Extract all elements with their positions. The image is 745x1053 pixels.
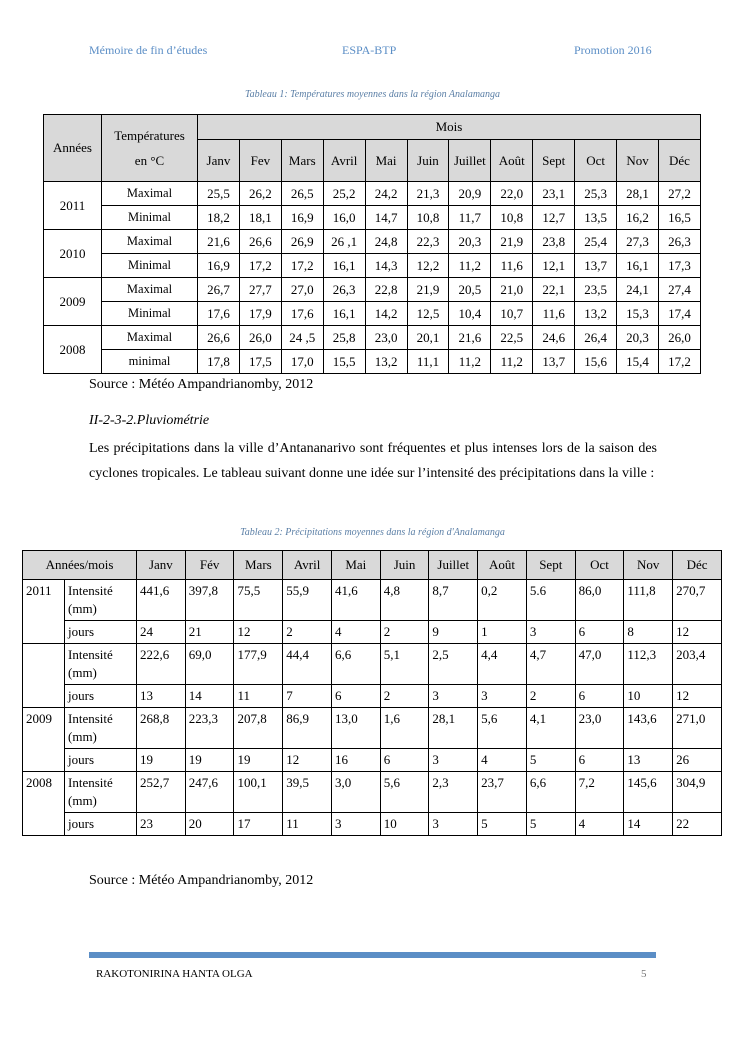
t2-intensity-value: 8,7 <box>429 580 478 621</box>
t2-intensity-value: 222,6 <box>137 644 186 685</box>
t1-max-value: 26,4 <box>575 326 617 350</box>
t1-max-value: 21,9 <box>491 230 533 254</box>
t1-min-value: 16,9 <box>281 206 323 230</box>
t1-min-value: 11,1 <box>407 350 449 374</box>
t1-max-value: 27,2 <box>658 182 700 206</box>
t1-min-value: 13,7 <box>575 254 617 278</box>
t2-month-header: Déc <box>673 551 722 580</box>
t2-jours-value: 5 <box>526 813 575 836</box>
t2-jours-value: 13 <box>624 749 673 772</box>
t2-jours-value: 3 <box>478 685 527 708</box>
t1-month-header: Oct <box>575 140 617 182</box>
t1-min-value: 15,6 <box>575 350 617 374</box>
t2-intensity-value: 5,1 <box>380 644 429 685</box>
t1-max-value: 26,5 <box>281 182 323 206</box>
table-row <box>44 182 701 206</box>
t2-intensity-value: 4,7 <box>526 644 575 685</box>
table-row <box>23 580 722 621</box>
t1-month-header: Juin <box>407 140 449 182</box>
t1-min-value: 17,9 <box>239 302 281 326</box>
t2-intensity-value: 271,0 <box>673 708 722 749</box>
table-row <box>23 621 722 644</box>
t2-intensity-value: 111,8 <box>624 580 673 621</box>
t2-jours-value: 6 <box>575 621 624 644</box>
t2-month-header: Janv <box>137 551 186 580</box>
t2-jours-value: 16 <box>331 749 380 772</box>
t2-intensity-value: 7,2 <box>575 772 624 813</box>
header-right: Promotion 2016 <box>574 43 652 57</box>
t2-jours-value: 6 <box>575 685 624 708</box>
t1-max-label: Maximal <box>102 326 198 350</box>
header-center: ESPA-BTP <box>342 43 397 57</box>
t1-max-value: 27,7 <box>239 278 281 302</box>
t2-jours-value: 6 <box>380 749 429 772</box>
t1-year-cell: 2008 <box>44 326 102 374</box>
t1-min-value: 12,7 <box>533 206 575 230</box>
t1-max-value: 25,4 <box>575 230 617 254</box>
t1-max-label: Maximal <box>102 278 198 302</box>
t1-max-value: 20,3 <box>449 230 491 254</box>
t1-min-value: 12,1 <box>533 254 575 278</box>
t1-min-value: 17,2 <box>239 254 281 278</box>
t2-intensity-value: 28,1 <box>429 708 478 749</box>
t1-min-value: 18,1 <box>239 206 281 230</box>
t1-max-value: 26 ,1 <box>323 230 365 254</box>
table-row <box>23 644 722 685</box>
t1-min-value: 11,6 <box>491 254 533 278</box>
t1-min-value: 12,2 <box>407 254 449 278</box>
t1-min-value: 13,7 <box>533 350 575 374</box>
t1-max-value: 23,0 <box>365 326 407 350</box>
t1-max-value: 27,4 <box>658 278 700 302</box>
t1-min-value: 17,6 <box>198 302 240 326</box>
t2-intensity-value: 5.6 <box>526 580 575 621</box>
t1-min-label: minimal <box>102 350 198 374</box>
t1-min-label: Minimal <box>102 254 198 278</box>
t1-max-value: 25,2 <box>323 182 365 206</box>
t2-jours-value: 3 <box>526 621 575 644</box>
t2-jours-value: 5 <box>478 813 527 836</box>
t1-month-header: Janv <box>198 140 240 182</box>
t2-jours-value: 6 <box>575 749 624 772</box>
table-row <box>23 772 722 813</box>
t1-max-value: 26,0 <box>239 326 281 350</box>
t1-min-label: Minimal <box>102 206 198 230</box>
t2-intensity-label: Intensité (mm) <box>65 644 137 685</box>
t2-jours-value: 2 <box>526 685 575 708</box>
t1-header-temp-line1: Températures <box>114 128 185 143</box>
t2-month-header: Mai <box>331 551 380 580</box>
table-row <box>44 326 701 350</box>
t1-min-value: 10,8 <box>407 206 449 230</box>
t1-header-mois: Mois <box>198 115 701 140</box>
t2-jours-value: 4 <box>478 749 527 772</box>
t2-jours-value: 23 <box>137 813 186 836</box>
t1-year-cell: 2009 <box>44 278 102 326</box>
t1-min-value: 15,4 <box>617 350 659 374</box>
t2-jours-value: 11 <box>283 813 332 836</box>
t1-max-value: 27,0 <box>281 278 323 302</box>
t2-jours-value: 5 <box>526 749 575 772</box>
table1-source: Source : Météo Ampandrianomby, 2012 <box>89 377 314 392</box>
t1-max-value: 26,6 <box>239 230 281 254</box>
t2-jours-value: 14 <box>185 685 234 708</box>
t2-jours-label: jours <box>65 813 137 836</box>
t2-intensity-value: 304,9 <box>673 772 722 813</box>
t2-intensity-value: 44,4 <box>283 644 332 685</box>
t2-jours-value: 10 <box>380 813 429 836</box>
t1-month-header: Avril <box>323 140 365 182</box>
t2-jours-value: 4 <box>575 813 624 836</box>
t1-min-value: 17,2 <box>658 350 700 374</box>
t1-max-value: 26,2 <box>239 182 281 206</box>
t1-min-value: 10,4 <box>449 302 491 326</box>
t1-min-value: 11,2 <box>491 350 533 374</box>
t1-max-value: 26,7 <box>198 278 240 302</box>
t1-month-header: Sept <box>533 140 575 182</box>
t2-intensity-value: 3,0 <box>331 772 380 813</box>
header-left: Mémoire de fin d’études <box>89 43 208 57</box>
table-row <box>44 206 701 230</box>
precipitation-table <box>22 550 722 836</box>
t2-year-cell: 2011 <box>23 580 65 644</box>
t1-max-value: 20,9 <box>449 182 491 206</box>
t1-min-value: 16,2 <box>617 206 659 230</box>
t2-header-annees: Années/mois <box>23 551 137 580</box>
t2-intensity-value: 75,5 <box>234 580 283 621</box>
t1-max-value: 26,0 <box>658 326 700 350</box>
t2-intensity-value: 86,9 <box>283 708 332 749</box>
t1-month-header: Déc <box>658 140 700 182</box>
table-row <box>44 278 701 302</box>
t2-intensity-value: 69,0 <box>185 644 234 685</box>
t2-month-header: Mars <box>234 551 283 580</box>
section-title: II-2-3-2.Pluviométrie <box>89 413 210 428</box>
t2-intensity-value: 268,8 <box>137 708 186 749</box>
t2-intensity-value: 55,9 <box>283 580 332 621</box>
t2-intensity-value: 143,6 <box>624 708 673 749</box>
t1-min-value: 11,7 <box>449 206 491 230</box>
t1-max-value: 28,1 <box>617 182 659 206</box>
section-paragraph: Les précipitations dans la ville d’Antananarivo sont fréquentes et plus intenses lors de la saison des cyclones tropicales. Le tableau suivant donne une idée sur l’intensité des précipitations dans la ville : <box>89 441 657 481</box>
t2-jours-value: 14 <box>624 813 673 836</box>
t1-max-value: 27,3 <box>617 230 659 254</box>
t1-min-value: 11,2 <box>449 254 491 278</box>
t1-min-value: 10,8 <box>491 206 533 230</box>
t2-year-cell: 2008 <box>23 772 65 836</box>
t2-jours-value: 9 <box>429 621 478 644</box>
t2-intensity-value: 203,4 <box>673 644 722 685</box>
temperature-table <box>43 114 701 374</box>
t2-jours-value: 20 <box>185 813 234 836</box>
t2-jours-value: 3 <box>429 685 478 708</box>
t1-min-value: 17,0 <box>281 350 323 374</box>
t2-intensity-label: Intensité (mm) <box>65 772 137 813</box>
table-row <box>44 350 701 374</box>
t2-jours-value: 12 <box>234 621 283 644</box>
t1-max-value: 26,3 <box>323 278 365 302</box>
t2-jours-value: 1 <box>478 621 527 644</box>
t2-month-header: Fév <box>185 551 234 580</box>
t1-min-value: 13,5 <box>575 206 617 230</box>
t2-intensity-value: 177,9 <box>234 644 283 685</box>
t2-month-header: Juin <box>380 551 429 580</box>
table2-caption: Tableau 2: Précipitations moyennes dans la région d'Analamanga <box>240 527 505 538</box>
t2-jours-value: 22 <box>673 813 722 836</box>
t2-intensity-value: 207,8 <box>234 708 283 749</box>
t1-max-value: 24,6 <box>533 326 575 350</box>
t2-intensity-value: 23,0 <box>575 708 624 749</box>
t1-min-value: 10,7 <box>491 302 533 326</box>
t2-intensity-value: 86,0 <box>575 580 624 621</box>
table-row <box>44 254 701 278</box>
t1-max-value: 26,6 <box>198 326 240 350</box>
table-row <box>23 708 722 749</box>
t2-jours-value: 12 <box>673 621 722 644</box>
t1-max-value: 20,3 <box>617 326 659 350</box>
t2-intensity-label: Intensité (mm) <box>65 708 137 749</box>
t2-jours-value: 7 <box>283 685 332 708</box>
t2-intensity-value: 0,2 <box>478 580 527 621</box>
t2-jours-value: 26 <box>673 749 722 772</box>
table2-source: Source : Météo Ampandrianomby, 2012 <box>89 873 314 888</box>
t1-max-value: 22,0 <box>491 182 533 206</box>
t2-intensity-value: 441,6 <box>137 580 186 621</box>
t1-max-value: 21,6 <box>198 230 240 254</box>
t2-jours-value: 3 <box>331 813 380 836</box>
table-row <box>23 813 722 836</box>
t1-max-value: 22,8 <box>365 278 407 302</box>
t2-intensity-value: 145,6 <box>624 772 673 813</box>
t1-min-value: 16,9 <box>198 254 240 278</box>
t1-year-cell: 2011 <box>44 182 102 230</box>
t1-max-label: Maximal <box>102 182 198 206</box>
t2-intensity-value: 223,3 <box>185 708 234 749</box>
t1-min-value: 16,1 <box>617 254 659 278</box>
t1-header-temp-line2: en °C <box>134 153 165 168</box>
t1-max-value: 22,5 <box>491 326 533 350</box>
t1-max-value: 21,9 <box>407 278 449 302</box>
footer-bar <box>89 952 656 958</box>
t2-year-cell: 2009 <box>23 708 65 772</box>
t1-min-value: 17,8 <box>198 350 240 374</box>
t1-month-header: Août <box>491 140 533 182</box>
t2-intensity-value: 270,7 <box>673 580 722 621</box>
t1-min-value: 14,7 <box>365 206 407 230</box>
t2-year-cell <box>23 644 65 708</box>
t2-month-header: Avril <box>283 551 332 580</box>
t2-intensity-value: 5,6 <box>478 708 527 749</box>
t2-month-header: Sept <box>526 551 575 580</box>
t2-month-header: Juillet <box>429 551 478 580</box>
t2-jours-value: 2 <box>380 685 429 708</box>
t2-intensity-value: 41,6 <box>331 580 380 621</box>
t2-intensity-value: 1,6 <box>380 708 429 749</box>
t1-min-label: Minimal <box>102 302 198 326</box>
t1-month-header: Mars <box>281 140 323 182</box>
t2-jours-value: 6 <box>331 685 380 708</box>
t2-jours-label: jours <box>65 621 137 644</box>
t2-intensity-value: 2,5 <box>429 644 478 685</box>
t2-jours-value: 2 <box>283 621 332 644</box>
t1-max-value: 24 ,5 <box>281 326 323 350</box>
t2-intensity-value: 4,4 <box>478 644 527 685</box>
table-row <box>44 302 701 326</box>
t2-intensity-label: Intensité (mm) <box>65 580 137 621</box>
t1-max-label: Maximal <box>102 230 198 254</box>
t1-max-value: 20,1 <box>407 326 449 350</box>
t2-jours-value: 13 <box>137 685 186 708</box>
t1-max-value: 24,1 <box>617 278 659 302</box>
t1-max-value: 22,1 <box>533 278 575 302</box>
t2-jours-value: 19 <box>234 749 283 772</box>
t1-min-value: 14,2 <box>365 302 407 326</box>
t2-intensity-value: 2,3 <box>429 772 478 813</box>
table1-caption: Tableau 1: Températures moyennes dans la région Analamanga <box>244 89 501 100</box>
t1-max-value: 20,5 <box>449 278 491 302</box>
t2-jours-value: 3 <box>429 813 478 836</box>
t1-min-value: 18,2 <box>198 206 240 230</box>
t2-jours-value: 24 <box>137 621 186 644</box>
t1-min-value: 16,1 <box>323 302 365 326</box>
t1-min-value: 17,5 <box>239 350 281 374</box>
t1-min-value: 17,2 <box>281 254 323 278</box>
t2-jours-value: 4 <box>331 621 380 644</box>
t1-min-value: 17,3 <box>658 254 700 278</box>
t2-jours-value: 2 <box>380 621 429 644</box>
t1-max-value: 23,8 <box>533 230 575 254</box>
t1-min-value: 15,5 <box>323 350 365 374</box>
t2-jours-value: 17 <box>234 813 283 836</box>
footer-page-number: 5 <box>641 968 647 980</box>
t1-min-value: 17,6 <box>281 302 323 326</box>
t1-min-value: 11,6 <box>533 302 575 326</box>
t1-month-header: Nov <box>617 140 659 182</box>
t2-intensity-value: 4,8 <box>380 580 429 621</box>
t1-min-value: 16,1 <box>323 254 365 278</box>
t1-min-value: 14,3 <box>365 254 407 278</box>
t2-jours-value: 3 <box>429 749 478 772</box>
t2-jours-value: 12 <box>673 685 722 708</box>
t2-jours-label: jours <box>65 749 137 772</box>
t2-intensity-value: 397,8 <box>185 580 234 621</box>
t1-max-value: 25,8 <box>323 326 365 350</box>
t2-month-header: Nov <box>624 551 673 580</box>
t1-max-value: 22,3 <box>407 230 449 254</box>
t1-max-value: 25,5 <box>198 182 240 206</box>
t2-intensity-value: 100,1 <box>234 772 283 813</box>
t2-jours-value: 11 <box>234 685 283 708</box>
t1-min-value: 12,5 <box>407 302 449 326</box>
t2-month-header: Oct <box>575 551 624 580</box>
t2-intensity-value: 6,6 <box>331 644 380 685</box>
t1-year-cell: 2010 <box>44 230 102 278</box>
t2-jours-label: jours <box>65 685 137 708</box>
t1-min-value: 16,5 <box>658 206 700 230</box>
t1-min-value: 16,0 <box>323 206 365 230</box>
t2-jours-value: 19 <box>137 749 186 772</box>
t2-intensity-value: 4,1 <box>526 708 575 749</box>
t2-jours-value: 10 <box>624 685 673 708</box>
t2-intensity-value: 6,6 <box>526 772 575 813</box>
t1-min-value: 15,3 <box>617 302 659 326</box>
t2-intensity-value: 252,7 <box>137 772 186 813</box>
t2-intensity-value: 112,3 <box>624 644 673 685</box>
t2-intensity-value: 23,7 <box>478 772 527 813</box>
t1-min-value: 11,2 <box>449 350 491 374</box>
t2-jours-value: 8 <box>624 621 673 644</box>
t2-jours-value: 19 <box>185 749 234 772</box>
t2-intensity-value: 13,0 <box>331 708 380 749</box>
t1-min-value: 17,4 <box>658 302 700 326</box>
t2-intensity-value: 39,5 <box>283 772 332 813</box>
t1-min-value: 13,2 <box>575 302 617 326</box>
table-row <box>23 685 722 708</box>
t1-max-value: 23,5 <box>575 278 617 302</box>
t1-header-temperatures <box>102 115 198 182</box>
t2-intensity-value: 47,0 <box>575 644 624 685</box>
t1-max-value: 24,2 <box>365 182 407 206</box>
t1-max-value: 23,1 <box>533 182 575 206</box>
t1-month-header: Fev <box>239 140 281 182</box>
t1-max-value: 24,8 <box>365 230 407 254</box>
t1-month-header: Mai <box>365 140 407 182</box>
footer-author: RAKOTONIRINA HANTA OLGA <box>96 968 253 980</box>
t1-max-value: 25,3 <box>575 182 617 206</box>
t1-month-header: Juillet <box>449 140 491 182</box>
t2-month-header: Août <box>478 551 527 580</box>
t1-max-value: 21,0 <box>491 278 533 302</box>
t2-intensity-value: 247,6 <box>185 772 234 813</box>
table-row <box>23 749 722 772</box>
t1-min-value: 13,2 <box>365 350 407 374</box>
t1-max-value: 26,9 <box>281 230 323 254</box>
t1-max-value: 21,6 <box>449 326 491 350</box>
t1-max-value: 21,3 <box>407 182 449 206</box>
t2-jours-value: 12 <box>283 749 332 772</box>
table-row <box>44 230 701 254</box>
t2-jours-value: 21 <box>185 621 234 644</box>
t2-intensity-value: 5,6 <box>380 772 429 813</box>
t1-max-value: 26,3 <box>658 230 700 254</box>
t1-header-annees: Années <box>44 115 102 182</box>
